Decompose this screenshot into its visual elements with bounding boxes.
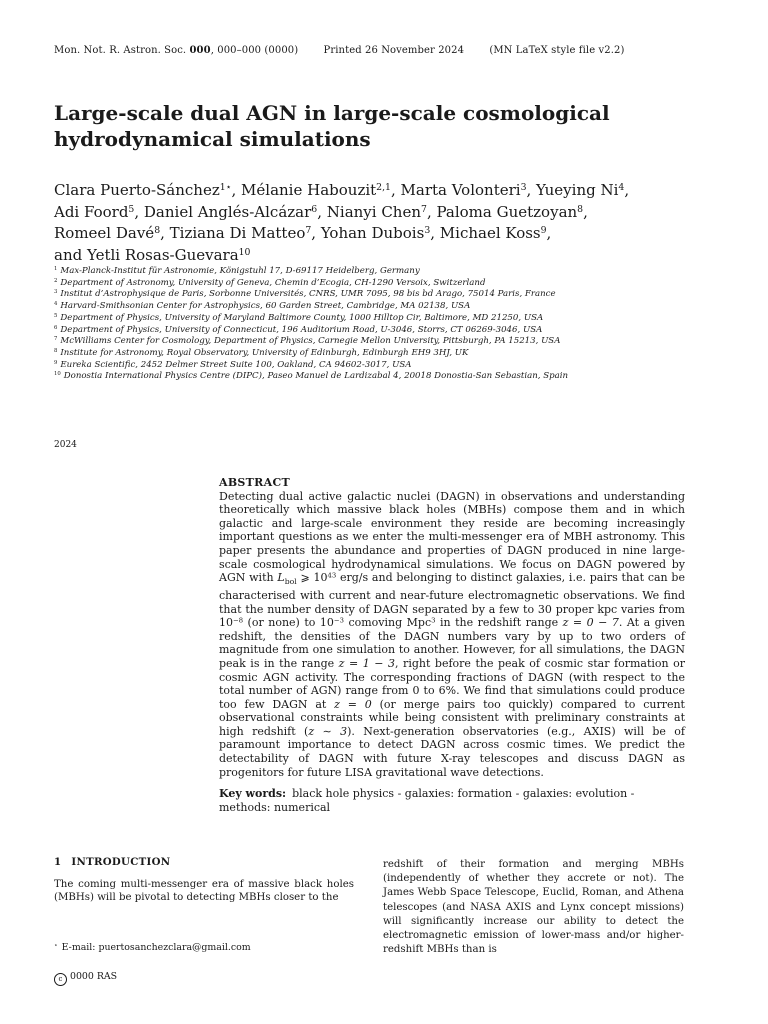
affiliation-list <box>54 266 714 383</box>
affiliation-text: McWilliams Center for Cosmology, Department of Physics, Carnegie Mellon University, Pittsburgh, PA 15213, USA <box>60 336 561 347</box>
author-affiliation-mark: 2,1 <box>376 181 391 193</box>
affiliation-item <box>54 360 714 372</box>
affiliation-text: Harvard-Smithsonian Center for Astrophysics, 60 Garden Street, Cambridge, MA 02138, USA <box>60 301 471 312</box>
author-name: Michael Koss <box>439 224 541 242</box>
copyright-line <box>54 971 117 986</box>
affiliation-number: 7 <box>54 336 58 343</box>
affiliation-number: 1 <box>54 266 58 273</box>
affiliation-item <box>54 278 714 290</box>
style-file-note: (MN LaTeX style file v2.2) <box>489 45 625 56</box>
section-heading-introduction <box>54 856 354 869</box>
section-title: INTRODUCTION <box>71 856 171 868</box>
author-affiliation-mark: 3 <box>424 224 431 236</box>
intro-paragraph-left: The coming multi-messenger era of massive black holes (MBHs) will be pivotal to detecting MBHs closer to the <box>54 879 354 903</box>
intro-left-column <box>54 856 354 904</box>
publication-year: 2024 <box>54 440 77 450</box>
author-and: and <box>54 245 87 264</box>
journal-citation: Mon. Not. R. Astron. Soc. 000, 000–000 (0000) <box>54 45 299 56</box>
affiliation-text: Eureka Scientific, 2452 Delmer Street Suite 100, Oakland, CA 94602-3017, USA <box>60 359 412 370</box>
author-name: Mélanie Habouzit <box>241 181 377 199</box>
affiliation-number: 10 <box>54 371 61 378</box>
abstract-body: Detecting dual active galactic nuclei (DAGN) in observations and understanding theoretically which massive black holes (MBHs) compose them and in which galactic and large-scale environment they reside are becoming increasingly important questions as we enter the multi-messenger era of MBH astronomy. This paper presents the abundance and properties of DAGN produced in nine large-scale cosmological hydrodynamical simulations. We focus on DAGN powered by AGN with $L_{bol}$ ⩾ $10^{43}$ erg/s and belonging to distinct galaxies, i.e. pairs that can be characterised with current and near-future electromagnetic observations. We find that the number density of DAGN separated by a few to 30 proper kpc varies from $10^{-8}$ (or none) to $10^{-3}$ comoving Mpc$^3$ in the redshift range z = 0 − 7. At a given redshift, the densities of the DAGN numbers vary by up to two orders of magnitude from one simulation to another. However, for all simulations, the DAGN peak is in the range z = 1 − 3, right before the peak of cosmic star formation or cosmic AGN activity. The corresponding fractions of DAGN (with respect to the total number of AGN) range from 0 to 6%. We find that simulations could produce too few DAGN at z = 0 (or merge pairs too quickly) compared to current observational constraints while being consistent with preliminary constraints at high redshift (z ∼ 3). Next-generation observatories (e.g., AXIS) will be of paramount importance to detect DAGN across cosmic times. We predict the detectability of DAGN with future X-ray telescopes and discuss DAGN as progenitors for future LISA gravitational wave detections. <box>219 489 686 779</box>
author-affiliation-mark: 5 <box>128 203 135 215</box>
footnote-text: E-mail: puertosanchezclara@gmail.com <box>61 942 251 953</box>
affiliation-text: Institut d’Astrophysique de Paris, Sorbonne Universités, CNRS, UMR 7095, 98 bis bd Arago, 75014 Paris, France <box>60 289 556 300</box>
keywords-label: Key words: <box>219 787 287 801</box>
affiliation-number: 4 <box>54 301 58 308</box>
author-name: Adi Foord <box>54 202 129 221</box>
author-name: Clara Puerto-Sánchez <box>54 181 220 199</box>
journal-volume: 000 <box>189 45 211 56</box>
affiliation-number: 6 <box>54 324 58 331</box>
affiliation-text: Donostia International Physics Centre (DIPC), Paseo Manuel de Lardizabal 4, 20018 Donostia-San Sebastian, Spain <box>63 371 569 382</box>
author-affiliation-mark: 3 <box>520 181 527 193</box>
affiliation-text: Department of Physics, University of Maryland Baltimore County, 1000 Hilltop Cir, Baltimore, MD 21250, USA <box>60 312 544 323</box>
affiliation-item <box>54 336 714 348</box>
author-affiliation-mark: 8 <box>577 203 584 215</box>
affiliation-number: 8 <box>54 348 58 354</box>
author-affiliation-mark: 9 <box>540 224 547 236</box>
intro-right-column: redshift of their formation and merging MBHs (independently of whether they accrete or not). The James Webb Space Telescope, Euclid, Roman, and Athena telescopes (and NASA AXIS and Lynx concept missions) will significantly increase our ability to detect the electromagnetic emission of lower-mass and/or higher-redshift MBHs than is <box>383 859 684 956</box>
author-affiliation-mark: 6 <box>311 203 318 215</box>
footnote-email <box>54 942 251 953</box>
affiliation-text: Department of Astronomy, University of Geneva, Chemin d’Ecogia, CH-1290 Versoix, Switzerland <box>60 277 486 288</box>
running-header <box>54 45 646 56</box>
author-name: Yohan Dubois <box>320 224 425 242</box>
affiliation-item <box>54 371 714 383</box>
affiliation-item <box>54 325 714 337</box>
affiliation-text: Institute for Astronomy, Royal Observatory, University of Edinburgh, Edinburgh EH9 3HJ, UK <box>60 347 469 358</box>
affiliation-text: Department of Physics, University of Connecticut, 196 Auditorium Road, U-3046, Storrs, CT 06269-3046, USA <box>60 324 543 335</box>
affiliation-number: 9 <box>54 359 58 366</box>
abstract-heading: ABSTRACT <box>219 476 290 489</box>
printed-date: Printed 26 November 2024 <box>323 45 465 56</box>
author-name: Tiziana Di Matteo <box>169 224 306 242</box>
keywords-text: black hole physics - galaxies: formation - galaxies: evolution - methods: numerical <box>219 787 635 814</box>
paper-title: Large-scale dual AGN in large-scale cosmological hydrodynamical simulations <box>54 101 610 151</box>
author-name: Marta Volonteri <box>400 181 521 199</box>
copyright-text: 0000 RAS <box>70 971 118 982</box>
affiliation-item <box>54 289 714 301</box>
author-name: Yetli Rosas-Guevara <box>86 245 239 264</box>
keywords <box>219 787 685 814</box>
affiliation-item <box>54 313 714 325</box>
affiliation-number: 3 <box>54 289 58 296</box>
author-affiliation-mark: 7 <box>421 203 427 215</box>
copyright-icon: c <box>54 973 67 986</box>
section-number: 1 <box>54 856 62 868</box>
author-affiliation-mark: 8 <box>154 224 161 236</box>
affiliation-number: 2 <box>54 277 58 284</box>
author-name: Daniel Anglés-Alcázar <box>143 202 312 221</box>
author-affiliation-mark: 1⋆ <box>219 181 232 193</box>
affiliation-item <box>54 348 714 360</box>
author-name: Yueying Ni <box>536 181 619 199</box>
abstract <box>219 476 685 814</box>
affiliation-number: 5 <box>54 312 58 319</box>
affiliation-text: Max-Planck-Institut für Astronomie, Königstuhl 17, D-69117 Heidelberg, Germany <box>60 266 420 276</box>
author-name: Paloma Guetzoyan <box>436 202 578 221</box>
author-name: Romeel Davé <box>54 224 155 242</box>
author-affiliation-mark: 7 <box>305 224 312 236</box>
author-name: Nianyi Chen <box>326 202 422 221</box>
author-list: Clara Puerto-Sánchez$^{1⋆}$, Mélanie Habouzit$^{2,1}$, Marta Volonteri$^3$, Yueying Ni$^4$, Adi Foord$^5$, Daniel Anglés-Alcázar$^6$, Nianyi Chen$^7$, Paloma Guetzoyan$^8$, Romeel Davé$^8$, Tiziana Di Matteo$^7$, Yohan Dubois$^3$, Michael Koss$^9$, and Yetli Rosas-Guevara$^{10}$ <box>54 181 630 264</box>
affiliation-item <box>54 266 714 278</box>
affiliation-item <box>54 301 714 313</box>
author-affiliation-mark: 4 <box>618 181 625 193</box>
author-affiliation-mark: 10 <box>238 246 251 258</box>
footnote-mark: ⋆ <box>54 942 58 949</box>
